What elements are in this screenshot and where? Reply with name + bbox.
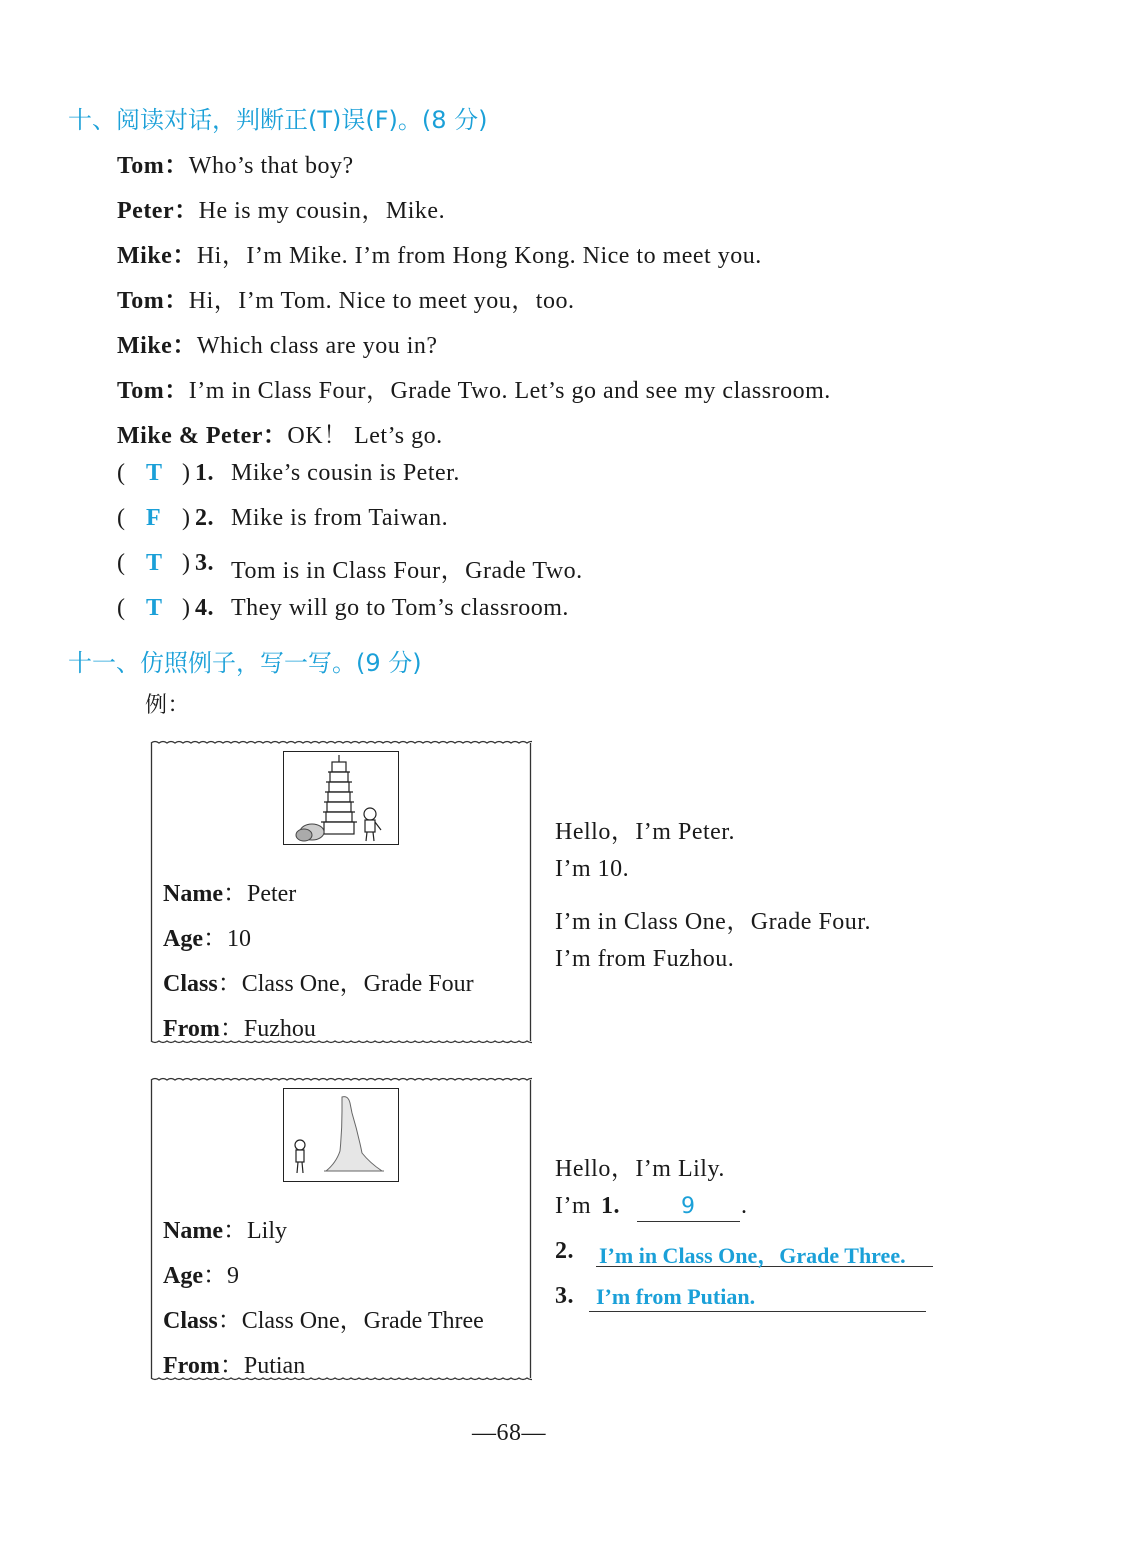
speaker-name: Peter — [117, 198, 175, 224]
close-paren: ) — [182, 505, 191, 531]
dialogue-line — [117, 415, 443, 450]
task-line-0: Hello，I’m Lily. — [555, 1156, 725, 1182]
speaker-name: Tom — [117, 153, 165, 179]
task-line-1-suffix: . — [741, 1193, 748, 1219]
question-text: They will go to Tom’s classroom. — [231, 595, 569, 621]
task-name-field: Name：Lily — [163, 1218, 287, 1244]
close-paren: ) — [182, 595, 191, 621]
dialogue-text: I’m in Class Four，Grade Two. Let’s go and see my classroom. — [188, 378, 831, 404]
close-paren: ) — [182, 460, 191, 486]
task-line-1-number: 1. — [601, 1193, 620, 1219]
judgement-question — [0, 550, 1000, 584]
example-from-field: From：Fuzhou — [163, 1016, 316, 1042]
dialogue-text: He is my cousin，Mike. — [198, 198, 446, 224]
task-class-field: Class：Class One，Grade Three — [163, 1308, 484, 1334]
judgement-question — [0, 595, 1000, 629]
speaker-name: Mike & Peter — [117, 423, 263, 449]
section-10-heading: 十、阅读对话，判断正(T)误(F)。(8 分) — [68, 106, 488, 134]
question-text: Tom is in Class Four，Grade Two. — [231, 558, 583, 584]
question-text: Mike is from Taiwan. — [231, 505, 449, 531]
speaker-colon: ： — [174, 198, 199, 224]
example-class-field: Class：Class One，Grade Four — [163, 971, 474, 997]
example-sentence-3: I’m in Class One，Grade Four. — [555, 909, 871, 935]
speaker-colon: ： — [164, 378, 189, 404]
open-paren: ( — [117, 460, 126, 486]
question-number: 4. — [195, 595, 214, 621]
speaker-name: Tom — [117, 288, 165, 314]
task-line-1-answer: 9 — [681, 1194, 695, 1219]
speaker-colon: ： — [172, 333, 197, 359]
speaker-colon: ： — [164, 153, 189, 179]
answer-mark: T — [146, 595, 163, 621]
question-number: 2. — [195, 505, 214, 531]
open-paren: ( — [117, 595, 126, 621]
task-line-3-blank — [589, 1311, 926, 1312]
task-line-3-number: 3. — [555, 1283, 574, 1309]
speaker-colon: ： — [262, 423, 288, 449]
judgement-question — [0, 460, 1000, 494]
question-text: Mike’s cousin is Peter. — [231, 460, 460, 486]
dialogue-text: Which class are you in? — [196, 333, 438, 359]
question-number: 1. — [195, 460, 214, 486]
dialogue-line — [117, 370, 831, 405]
dialogue-line — [117, 235, 762, 270]
statue-picture — [283, 1088, 399, 1182]
task-from-field: From：Putian — [163, 1353, 306, 1379]
dialogue-line — [117, 280, 574, 315]
dialogue-text: OK！ Let’s go. — [287, 423, 443, 449]
task-line-1-blank — [637, 1221, 740, 1222]
example-sentence-2: I’m 10. — [555, 856, 630, 882]
close-paren: ) — [182, 550, 191, 576]
statue-icon — [284, 1089, 397, 1180]
example-sentence-4: I’m from Fuzhou. — [555, 946, 735, 972]
section-11-heading: 十一、仿照例子，写一写。(9 分) — [68, 649, 422, 677]
page-number: —68— — [472, 1420, 546, 1446]
example-age-field: Age：10 — [163, 926, 251, 952]
speaker-name: Mike — [117, 243, 173, 269]
dialogue-text: Hi，I’m Mike. I’m from Hong Kong. Nice to meet you. — [196, 243, 762, 269]
speaker-colon: ： — [172, 243, 197, 269]
speaker-name: Tom — [117, 378, 165, 404]
dialogue-line — [117, 145, 354, 180]
answer-mark: T — [146, 550, 163, 576]
pagoda-icon — [284, 752, 397, 843]
example-label: 例： — [145, 693, 191, 718]
task-line-3-answer: I’m from Putian. — [596, 1284, 756, 1309]
task-line-2-answer: I’m in Class One，Grade Three. — [599, 1243, 906, 1268]
dialogue-text: Hi，I’m Tom. Nice to meet you，too. — [188, 288, 575, 314]
judgement-question — [0, 505, 1000, 539]
task-line-1-prefix: I’m — [555, 1193, 592, 1219]
question-number: 3. — [195, 550, 214, 576]
task-line-2-number: 2. — [555, 1238, 574, 1264]
task-age-field: Age：9 — [163, 1263, 239, 1289]
pagoda-picture — [283, 751, 399, 845]
answer-mark: F — [146, 505, 162, 531]
open-paren: ( — [117, 505, 126, 531]
open-paren: ( — [117, 550, 126, 576]
speaker-name: Mike — [117, 333, 173, 359]
speaker-colon: ： — [164, 288, 189, 314]
answer-mark: T — [146, 460, 163, 486]
dialogue-line — [117, 325, 438, 360]
example-card — [150, 740, 532, 1044]
example-sentence-1: Hello，I’m Peter. — [555, 819, 735, 845]
example-name-field: Name：Peter — [163, 881, 297, 907]
dialogue-line — [117, 190, 445, 225]
dialogue-text: Who’s that boy? — [188, 153, 354, 179]
task-card — [150, 1077, 532, 1381]
